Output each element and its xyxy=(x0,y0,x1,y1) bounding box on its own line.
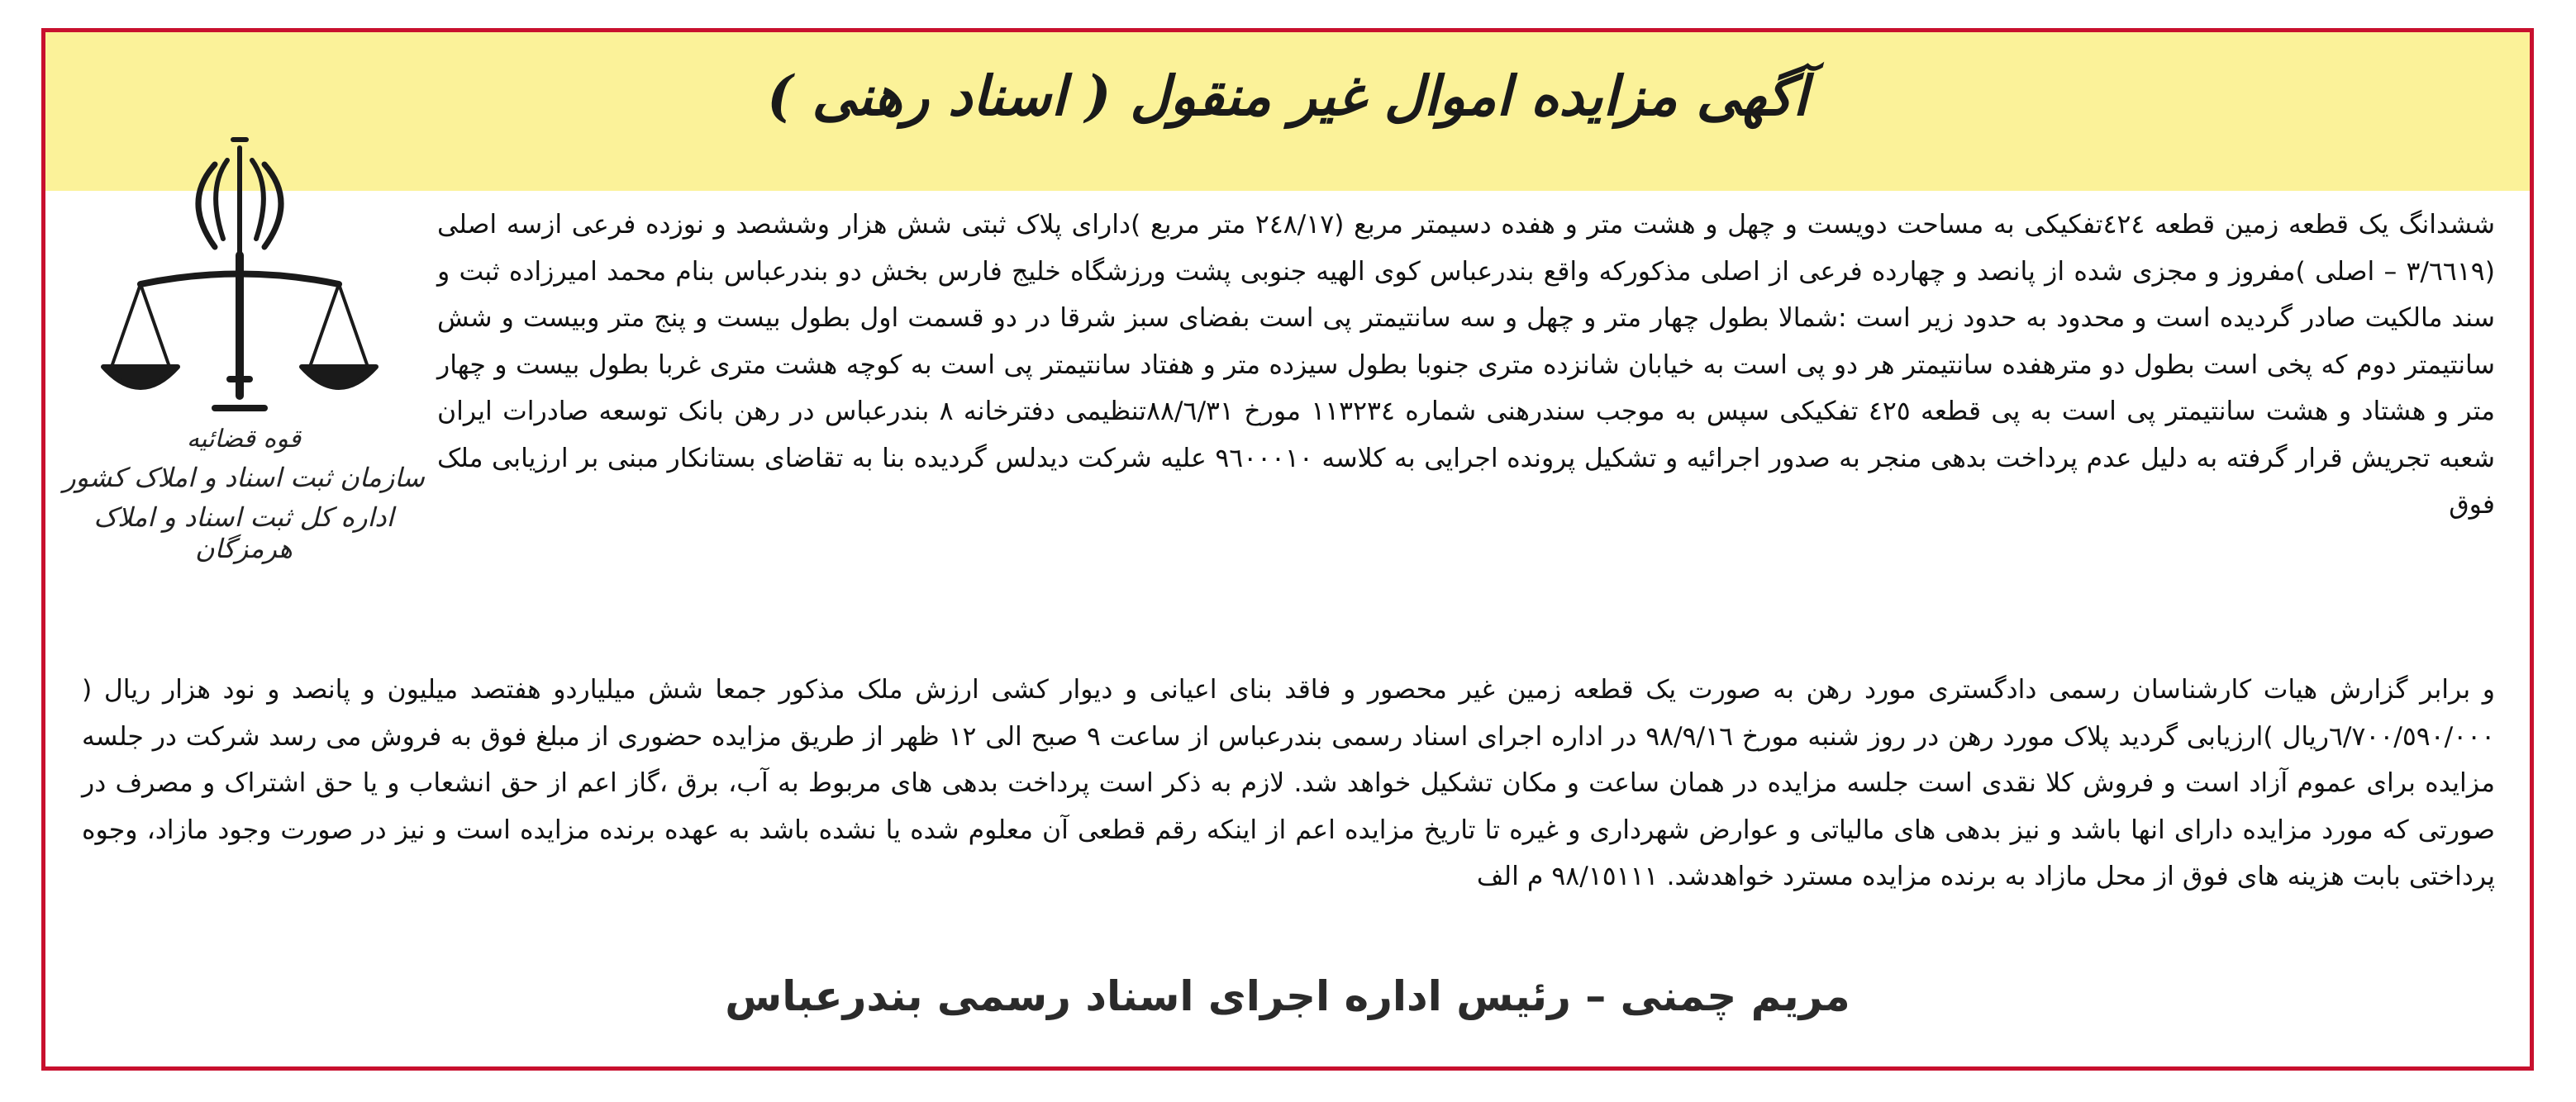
justice-scales-emblem-icon xyxy=(91,131,388,429)
hormozgan-registry-name: اداره کل ثبت اسناد و املاک هرمزگان xyxy=(93,501,394,564)
registry-emblem xyxy=(62,131,426,564)
notice-body-part2: و برابر گزارش هیات کارشناسان رسمی دادگستری مورد رهن به صورت یک قطعه زمین غیر محصور و فاقد بنای اعیانی و دیوار کشی ارزش ملک مذکور جمعا شش میلیاردو هفتصد میلیون و پانصد و نود هزار ریال ( ٦/٧٠٠/٥٩٠/٠٠٠ریال )ارزیابی گردید پلاک مورد رهن در روز شنبه مورخ ٩٨/٩/١٦ در اداره اجرای اسناد رسمی بندرعباس از ساعت ٩ صبح الی ١٢ ظهر از طریق مزایده حضوری از مبلغ فوق به فروش می رسد شرکت در جلسه مزایده برای عموم آزاد است و فروش کلا نقدی است جلسه مزایده در همان ساعت و مکان تشکیل خواهد شد. لازم به ذکر است پرداخت بدهی های مربوط به آب، برق ،گاز اعم از حق انشعاب و یا حق اشتراک و مصرف در صورتی که مورد مزایده دارای انها باشد و نیز بدهی های مالیاتی و عوارض شهرداری و غیره تا تاریخ مزایده اعم از اینکه رقم قطعی آن معلوم شده یا نشده باشد به عهده برنده مزایده است و نیز در صورت وجود مازاد، وجوه پرداختی بابت هزینه های فوق از محل مازاد به برنده مزایده مسترد خواهدشد. ٩٨/١٥١١١ م الف xyxy=(82,675,2496,891)
registry-org-name: سازمان ثبت اسناد و املاک کشور xyxy=(63,462,425,493)
notice-title: آگهی مزایده اموال غیر منقول ( اسناد رهنی ) xyxy=(767,64,1808,128)
judiciary-label: قوه قضائیه xyxy=(186,425,302,454)
auction-notice xyxy=(41,28,2534,1071)
notice-body-part1: ششدانگ یک قطعه زمین قطعه ٤٢٤تفکیکی به مساحت دویست و چهل و هشت متر و هفده دسیمتر مربع (٢٤٨/١٧ متر مربع )دارای پلاک ثبتی شش هزار وششصد و نوزده فرعی ازسه اصلی (٣/٦٦١٩ – اصلی )مفروز و مجزی شده از پانصد و چهارده فرعی از اصلی مذکورکه واقع بندرعباس کوی الهیه جنوبی پشت ورزشگاه خلیج فارس بخش دو بندرعباس بنام محمد امیرزاده ثبت و سند مالکیت صادر گردیده است و محدود به حدود زیر است :شمالا بطول چهار متر و چهل و سه سانتیمتر پی است بفضای سبز شرقا در دو قسمت اول بطول بیست و پنج متر وبیست و شش سانتیمتر دوم که پخی است بطول دو مترهفده سانتیمتر هر دو پی است به خیابان شانزده متری جنوبا بطول سیزده متر و هفتاد سانتیمتر پی است به کوچه هشت متری غربا بطول بیست و چهار متر و هشتاد و هشت سانتیمتر پی است به پی قطعه ٤٢٥ تفکیکی سپس به موجب سندرهنی شماره ١١٣٢٣٤ مورخ ٨٨/٦/٣١تنظیمی دفترخانه ٨ بندرعباس در رهن بانک توسعه صادرات ایران شعبه تجریش قرار گرفته به دلیل عدم پرداخت بدهی منجر به صدور اجرائیه و تشکیل پرونده اجرایی به کلاسه ٩٦٠٠٠١٠ علیه شرکت دیدلس گردیده بنا به تقاضای بستانکار مبنی بر ارزیابی ملک فوق xyxy=(437,210,2496,520)
signature-line: مریم چمنی – رئیس اداره اجرای اسناد رسمی بندرعباس xyxy=(725,972,1850,1020)
